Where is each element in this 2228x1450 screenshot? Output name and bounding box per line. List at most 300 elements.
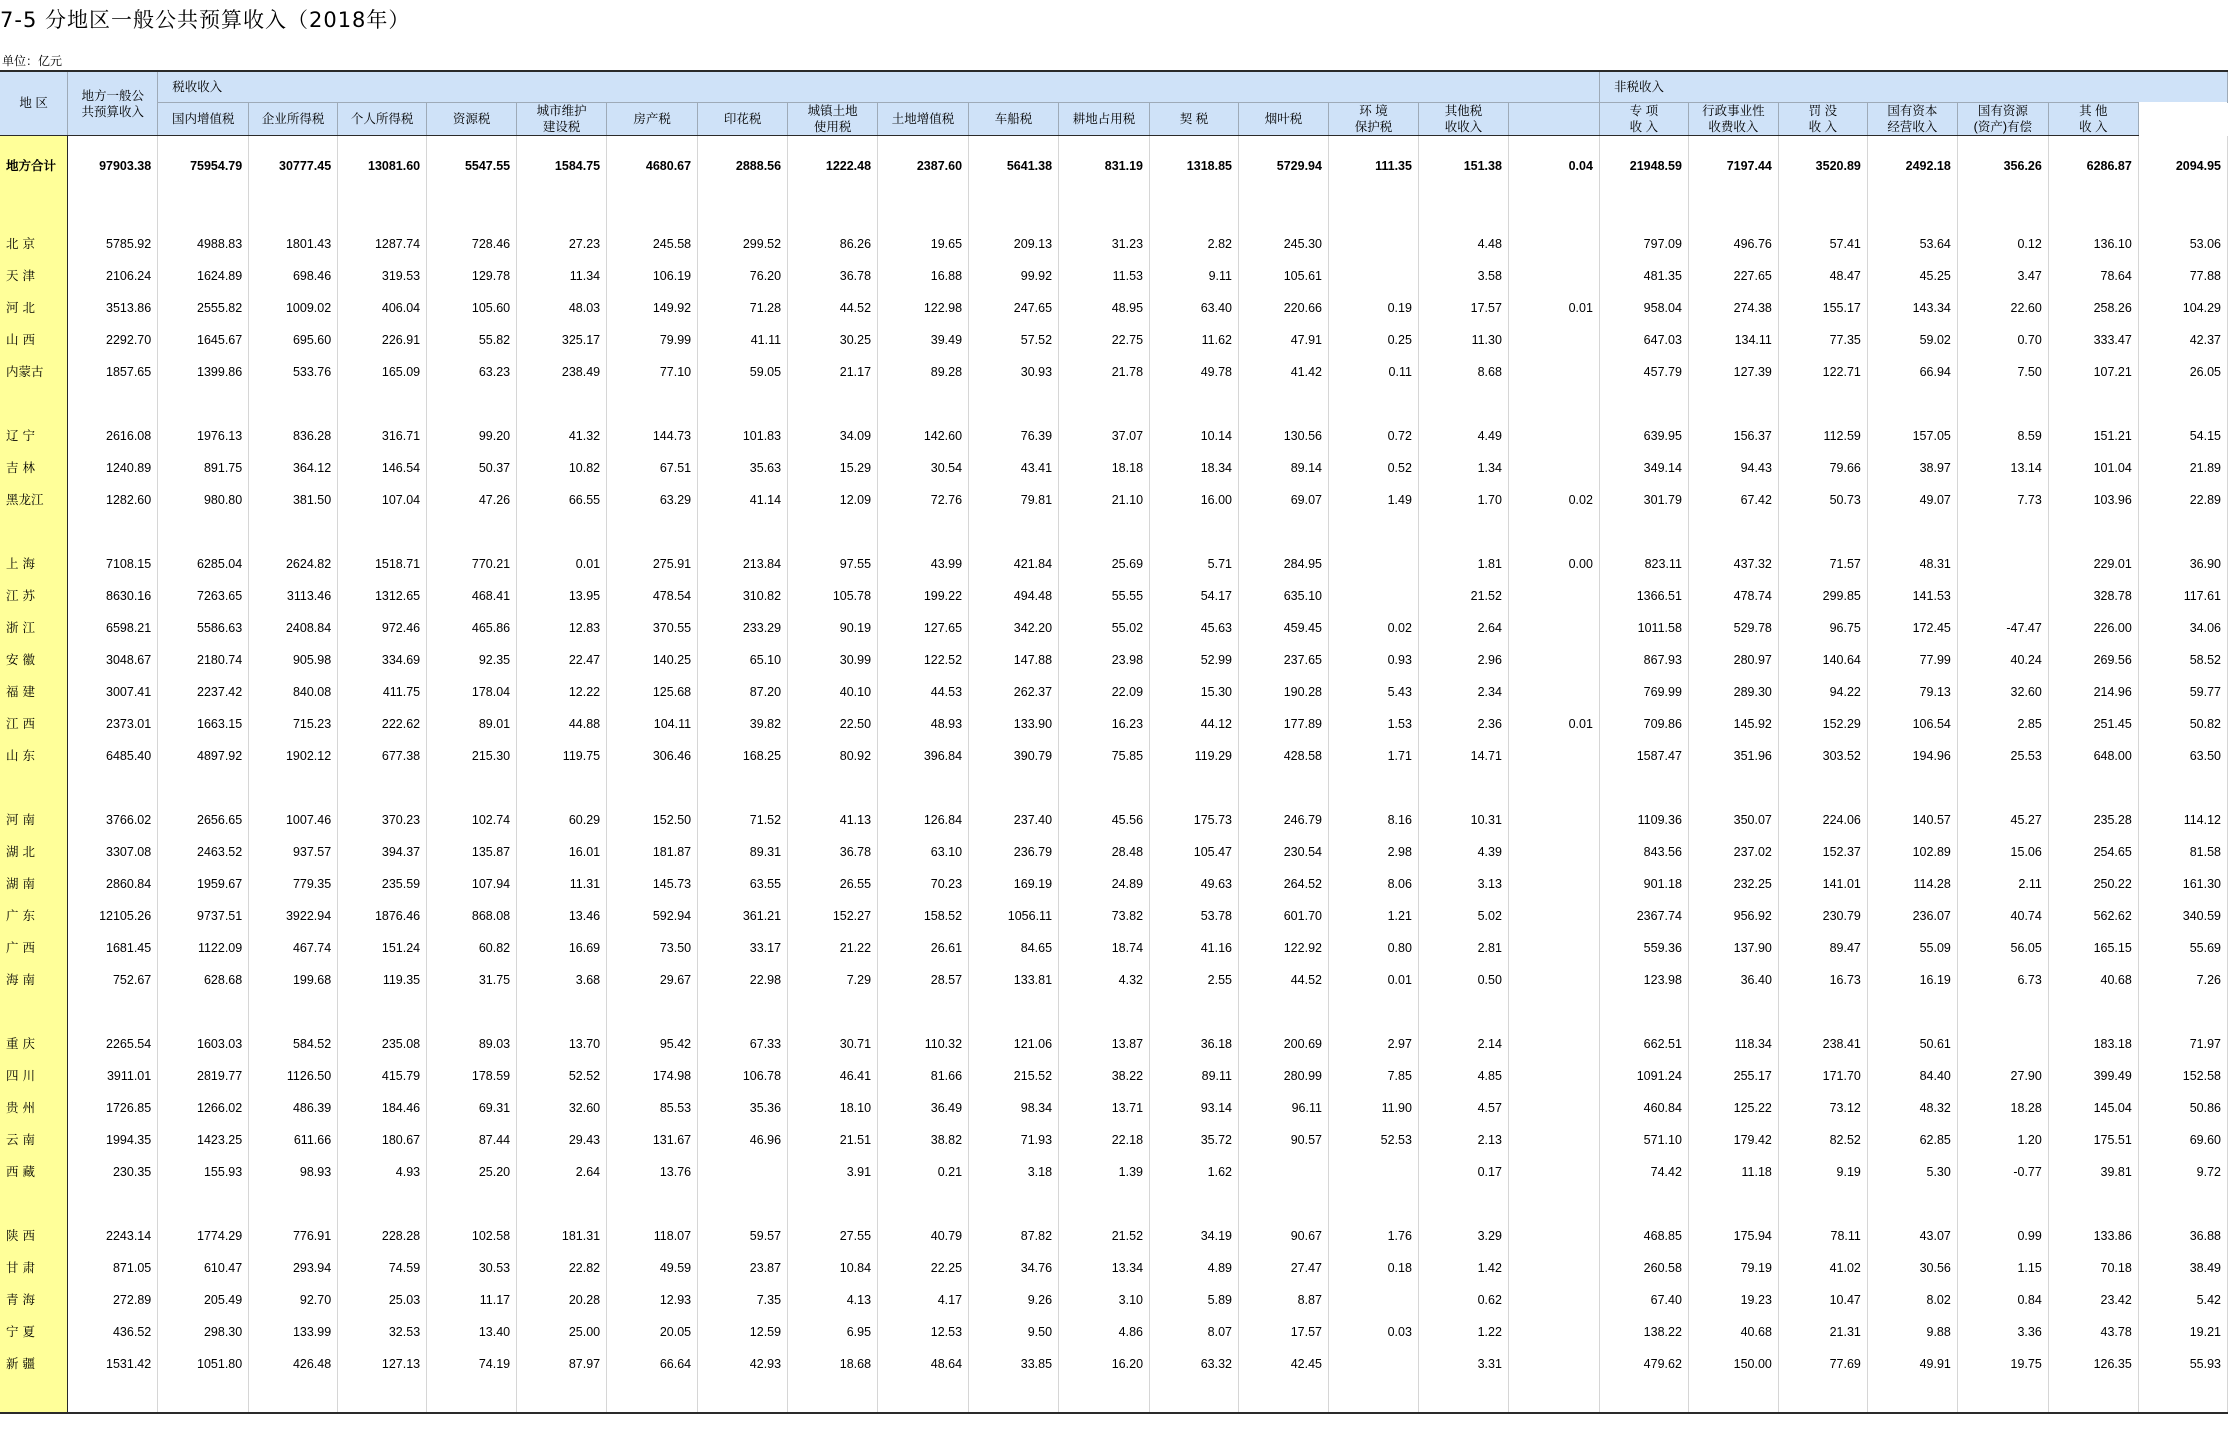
value-cell: 13.34 bbox=[1059, 1252, 1150, 1284]
value-cell: 215.52 bbox=[969, 1060, 1059, 1092]
value-cell: 7.50 bbox=[1957, 356, 2048, 388]
region-cell: 黑龙江 bbox=[0, 484, 68, 516]
value-cell: 71.28 bbox=[698, 292, 788, 324]
value-cell: 60.82 bbox=[427, 932, 517, 964]
value-cell bbox=[2138, 772, 2227, 804]
value-cell: 1266.02 bbox=[158, 1092, 249, 1124]
value-cell bbox=[1688, 388, 1778, 420]
value-cell: 30.25 bbox=[788, 324, 878, 356]
value-cell: 140.25 bbox=[607, 644, 698, 676]
value-cell: 54.15 bbox=[2138, 420, 2227, 452]
value-cell: 26.55 bbox=[788, 868, 878, 900]
value-cell: 45.56 bbox=[1059, 804, 1150, 836]
value-cell: 50.37 bbox=[427, 452, 517, 484]
region-cell: 上 海 bbox=[0, 548, 68, 580]
value-cell: 137.90 bbox=[1688, 932, 1778, 964]
value-cell: 5.71 bbox=[1150, 548, 1239, 580]
value-cell: 1.81 bbox=[1418, 548, 1508, 580]
value-cell: 49.07 bbox=[1867, 484, 1957, 516]
value-cell: 55.02 bbox=[1059, 612, 1150, 644]
value-cell: 254.65 bbox=[2048, 836, 2138, 868]
value-cell: 250.22 bbox=[2048, 868, 2138, 900]
value-cell: 79.66 bbox=[1778, 452, 1867, 484]
value-cell: 131.67 bbox=[607, 1124, 698, 1156]
value-cell: 843.56 bbox=[1599, 836, 1688, 868]
value-cell: 12105.26 bbox=[68, 900, 158, 932]
value-cell: 319.53 bbox=[338, 260, 427, 292]
value-cell: 298.30 bbox=[158, 1316, 249, 1348]
value-cell: 50.82 bbox=[2138, 708, 2227, 740]
value-cell: 38.82 bbox=[878, 1124, 969, 1156]
value-cell: 3.58 bbox=[1418, 260, 1508, 292]
value-cell: 84.40 bbox=[1867, 1060, 1957, 1092]
table-row bbox=[0, 452, 2228, 484]
value-cell: 11.53 bbox=[1059, 260, 1150, 292]
value-cell: 32.53 bbox=[338, 1316, 427, 1348]
value-cell: 2.64 bbox=[1418, 612, 1508, 644]
value-cell: 24.89 bbox=[1059, 868, 1150, 900]
value-cell: 30.71 bbox=[788, 1028, 878, 1060]
value-cell bbox=[698, 996, 788, 1028]
value-cell: 411.75 bbox=[338, 676, 427, 708]
col-stamp: 印花税 bbox=[698, 103, 788, 136]
value-cell: 1.21 bbox=[1328, 900, 1418, 932]
region-cell: 新 疆 bbox=[0, 1348, 68, 1380]
value-cell: 25.03 bbox=[338, 1284, 427, 1316]
value-cell: 56.05 bbox=[1957, 932, 2048, 964]
value-cell bbox=[1957, 388, 2048, 420]
value-cell: 220.66 bbox=[1238, 292, 1328, 324]
value-cell bbox=[249, 996, 338, 1028]
value-cell bbox=[249, 196, 338, 228]
value-cell: 87.20 bbox=[698, 676, 788, 708]
value-cell: 11.17 bbox=[427, 1284, 517, 1316]
col-region bbox=[0, 71, 68, 136]
value-cell: 67.42 bbox=[1688, 484, 1778, 516]
value-cell bbox=[969, 996, 1059, 1028]
col-vessel: 车船税 bbox=[969, 103, 1059, 136]
value-cell: 251.45 bbox=[2048, 708, 2138, 740]
value-cell: 36.78 bbox=[788, 836, 878, 868]
table-row bbox=[0, 676, 2228, 708]
value-cell: 15.06 bbox=[1957, 836, 2048, 868]
value-cell: 0.01 bbox=[1508, 292, 1599, 324]
value-cell: 8.68 bbox=[1418, 356, 1508, 388]
value-cell: 178.04 bbox=[427, 676, 517, 708]
value-cell: 4.49 bbox=[1418, 420, 1508, 452]
value-cell bbox=[1508, 1092, 1599, 1124]
value-cell: 30777.45 bbox=[249, 136, 338, 197]
value-cell: 16.00 bbox=[1150, 484, 1239, 516]
value-cell: 94.22 bbox=[1778, 676, 1867, 708]
value-cell: 55.55 bbox=[1059, 580, 1150, 612]
value-cell: 10.31 bbox=[1418, 804, 1508, 836]
value-cell: 77.69 bbox=[1778, 1348, 1867, 1380]
col-deed: 契 税 bbox=[1150, 103, 1239, 136]
value-cell: 19.75 bbox=[1957, 1348, 2048, 1380]
value-cell: 226.00 bbox=[2048, 612, 2138, 644]
value-cell: 69.07 bbox=[1238, 484, 1328, 516]
region-cell bbox=[0, 772, 68, 804]
region-cell: 重 庆 bbox=[0, 1028, 68, 1060]
value-cell: 1009.02 bbox=[249, 292, 338, 324]
value-cell: 105.61 bbox=[1238, 260, 1328, 292]
value-cell: 19.65 bbox=[878, 228, 969, 260]
value-cell: 0.18 bbox=[1328, 1252, 1418, 1284]
value-cell bbox=[1508, 196, 1599, 228]
value-cell: 22.89 bbox=[2138, 484, 2227, 516]
value-cell: 610.47 bbox=[158, 1252, 249, 1284]
value-cell bbox=[158, 388, 249, 420]
value-cell bbox=[1238, 772, 1328, 804]
value-cell bbox=[1508, 996, 1599, 1028]
value-cell: 571.10 bbox=[1599, 1124, 1688, 1156]
value-cell: 1007.46 bbox=[249, 804, 338, 836]
value-cell bbox=[427, 1188, 517, 1220]
value-cell: 58.52 bbox=[2138, 644, 2227, 676]
value-cell: 48.31 bbox=[1867, 548, 1957, 580]
table-row bbox=[0, 804, 2228, 836]
value-cell: 937.57 bbox=[249, 836, 338, 868]
region-cell: 天 津 bbox=[0, 260, 68, 292]
region-cell: 甘 肃 bbox=[0, 1252, 68, 1284]
value-cell: 177.89 bbox=[1238, 708, 1328, 740]
value-cell: 114.28 bbox=[1867, 868, 1957, 900]
value-cell: 71.57 bbox=[1778, 548, 1867, 580]
value-cell: 13.71 bbox=[1059, 1092, 1150, 1124]
value-cell bbox=[1328, 260, 1418, 292]
value-cell: 106.19 bbox=[607, 260, 698, 292]
value-cell bbox=[2138, 1188, 2227, 1220]
value-cell: 147.88 bbox=[969, 644, 1059, 676]
value-cell bbox=[1508, 1284, 1599, 1316]
value-cell: 13.14 bbox=[1957, 452, 2048, 484]
value-cell bbox=[1508, 964, 1599, 996]
value-cell: 4.13 bbox=[788, 1284, 878, 1316]
value-cell bbox=[607, 1188, 698, 1220]
value-cell bbox=[517, 1188, 607, 1220]
value-cell: 3520.89 bbox=[1778, 136, 1867, 197]
value-cell: 264.52 bbox=[1238, 868, 1328, 900]
value-cell: 106.78 bbox=[698, 1060, 788, 1092]
value-cell: 2387.60 bbox=[878, 136, 969, 197]
col-admin: 行政事业性 收费收入 bbox=[1688, 103, 1778, 136]
value-cell: 0.62 bbox=[1418, 1284, 1508, 1316]
value-cell: 0.21 bbox=[878, 1156, 969, 1188]
value-cell: 21948.59 bbox=[1599, 136, 1688, 197]
value-cell: 43.07 bbox=[1867, 1220, 1957, 1252]
value-cell bbox=[2048, 772, 2138, 804]
value-cell bbox=[427, 1380, 517, 1413]
value-cell: 200.69 bbox=[1238, 1028, 1328, 1060]
value-cell: 52.99 bbox=[1150, 644, 1239, 676]
value-cell: 1282.60 bbox=[68, 484, 158, 516]
value-cell: 40.74 bbox=[1957, 900, 2048, 932]
value-cell bbox=[1957, 548, 2048, 580]
value-cell: 79.19 bbox=[1688, 1252, 1778, 1284]
value-cell: 77.35 bbox=[1778, 324, 1867, 356]
col-corp: 企业所得税 bbox=[249, 103, 338, 136]
table-row bbox=[0, 836, 2228, 868]
col-total bbox=[68, 71, 158, 136]
value-cell: 62.85 bbox=[1867, 1124, 1957, 1156]
value-cell: 158.52 bbox=[878, 900, 969, 932]
value-cell: 181.31 bbox=[517, 1220, 607, 1252]
value-cell: 37.07 bbox=[1059, 420, 1150, 452]
value-cell: 698.46 bbox=[249, 260, 338, 292]
value-cell: 465.86 bbox=[427, 612, 517, 644]
region-cell: 贵 州 bbox=[0, 1092, 68, 1124]
value-cell: 171.70 bbox=[1778, 1060, 1867, 1092]
value-cell: 478.54 bbox=[607, 580, 698, 612]
value-cell: 145.04 bbox=[2048, 1092, 2138, 1124]
value-cell: 17.57 bbox=[1238, 1316, 1328, 1348]
value-cell: 90.67 bbox=[1238, 1220, 1328, 1252]
value-cell: 43.41 bbox=[969, 452, 1059, 484]
value-cell: 122.92 bbox=[1238, 932, 1328, 964]
value-cell bbox=[607, 388, 698, 420]
value-cell: 50.61 bbox=[1867, 1028, 1957, 1060]
value-cell: 169.19 bbox=[969, 868, 1059, 900]
value-cell: 1.53 bbox=[1328, 708, 1418, 740]
value-cell: 48.95 bbox=[1059, 292, 1150, 324]
value-cell bbox=[1867, 516, 1957, 548]
value-cell bbox=[1508, 1252, 1599, 1284]
value-cell: 107.94 bbox=[427, 868, 517, 900]
value-cell: 126.35 bbox=[2048, 1348, 2138, 1380]
value-cell: 230.79 bbox=[1778, 900, 1867, 932]
value-cell: 67.40 bbox=[1599, 1284, 1688, 1316]
region-cell: 地方合计 bbox=[0, 136, 68, 197]
col-stateres: 国有资源 (资产)有偿 bbox=[1957, 103, 2048, 136]
value-cell: 7.73 bbox=[1957, 484, 2048, 516]
value-cell: 2106.24 bbox=[68, 260, 158, 292]
region-cell bbox=[0, 996, 68, 1028]
value-cell: 96.75 bbox=[1778, 612, 1867, 644]
value-cell: 151.24 bbox=[338, 932, 427, 964]
value-cell: 21.52 bbox=[1059, 1220, 1150, 1252]
value-cell bbox=[2138, 196, 2227, 228]
value-cell: 20.28 bbox=[517, 1284, 607, 1316]
value-cell: 1801.43 bbox=[249, 228, 338, 260]
value-cell: 50.86 bbox=[2138, 1092, 2227, 1124]
value-cell: 227.65 bbox=[1688, 260, 1778, 292]
value-cell bbox=[1508, 452, 1599, 484]
value-cell: 342.20 bbox=[969, 612, 1059, 644]
value-cell: 0.50 bbox=[1418, 964, 1508, 996]
value-cell: 41.02 bbox=[1778, 1252, 1867, 1284]
value-cell: 494.48 bbox=[969, 580, 1059, 612]
value-cell: 48.03 bbox=[517, 292, 607, 324]
col-vat: 国内增值税 bbox=[158, 103, 249, 136]
value-cell: 179.42 bbox=[1688, 1124, 1778, 1156]
value-cell: 98.93 bbox=[249, 1156, 338, 1188]
value-cell: 117.61 bbox=[2138, 580, 2227, 612]
col-house: 房产税 bbox=[607, 103, 698, 136]
value-cell bbox=[1238, 1188, 1328, 1220]
value-cell: 41.16 bbox=[1150, 932, 1239, 964]
value-cell: 7.29 bbox=[788, 964, 878, 996]
value-cell: 421.84 bbox=[969, 548, 1059, 580]
value-cell: 5.02 bbox=[1418, 900, 1508, 932]
value-cell: 284.95 bbox=[1238, 548, 1328, 580]
value-cell: 0.02 bbox=[1328, 612, 1418, 644]
value-cell: 3.36 bbox=[1957, 1316, 2048, 1348]
value-cell: 107.04 bbox=[338, 484, 427, 516]
region-cell bbox=[0, 196, 68, 228]
col-farm: 耕地占用税 bbox=[1059, 103, 1150, 136]
value-cell: 76.20 bbox=[698, 260, 788, 292]
value-cell: 1.15 bbox=[1957, 1252, 2048, 1284]
value-cell: 90.19 bbox=[788, 612, 878, 644]
value-cell: 30.56 bbox=[1867, 1252, 1957, 1284]
value-cell: 30.53 bbox=[427, 1252, 517, 1284]
value-cell bbox=[68, 1380, 158, 1413]
value-cell: 70.23 bbox=[878, 868, 969, 900]
value-cell: 238.49 bbox=[517, 356, 607, 388]
value-cell: 7197.44 bbox=[1688, 136, 1778, 197]
col-res: 资源税 bbox=[427, 103, 517, 136]
value-cell: 152.37 bbox=[1778, 836, 1867, 868]
region-cell: 海 南 bbox=[0, 964, 68, 996]
value-cell: 180.67 bbox=[338, 1124, 427, 1156]
col-pers: 个人所得税 bbox=[338, 103, 427, 136]
value-cell: 18.10 bbox=[788, 1092, 878, 1124]
value-cell bbox=[68, 516, 158, 548]
value-cell: 6.73 bbox=[1957, 964, 2048, 996]
value-cell bbox=[1778, 388, 1867, 420]
spacer-row bbox=[0, 1380, 2228, 1413]
value-cell bbox=[1508, 356, 1599, 388]
value-cell: 289.30 bbox=[1688, 676, 1778, 708]
value-cell: 40.10 bbox=[788, 676, 878, 708]
value-cell: 2888.56 bbox=[698, 136, 788, 197]
value-cell: 648.00 bbox=[2048, 740, 2138, 772]
value-cell: 151.21 bbox=[2048, 420, 2138, 452]
value-cell: 0.70 bbox=[1957, 324, 2048, 356]
value-cell bbox=[878, 772, 969, 804]
value-cell bbox=[1508, 324, 1599, 356]
value-cell: 23.98 bbox=[1059, 644, 1150, 676]
value-cell: 41.32 bbox=[517, 420, 607, 452]
table-row bbox=[0, 260, 2228, 292]
value-cell: 21.10 bbox=[1059, 484, 1150, 516]
value-cell: 10.82 bbox=[517, 452, 607, 484]
value-cell: 27.90 bbox=[1957, 1060, 2048, 1092]
value-cell: 836.28 bbox=[249, 420, 338, 452]
value-cell: 3513.86 bbox=[68, 292, 158, 324]
value-cell bbox=[969, 772, 1059, 804]
value-cell: 77.88 bbox=[2138, 260, 2227, 292]
value-cell: 1011.58 bbox=[1599, 612, 1688, 644]
value-cell bbox=[1688, 1380, 1778, 1413]
value-cell: 104.11 bbox=[607, 708, 698, 740]
value-cell: 30.54 bbox=[878, 452, 969, 484]
value-cell: 122.52 bbox=[878, 644, 969, 676]
value-cell: 89.03 bbox=[427, 1028, 517, 1060]
value-cell bbox=[878, 996, 969, 1028]
value-cell: 1240.89 bbox=[68, 452, 158, 484]
value-cell: 1663.15 bbox=[158, 708, 249, 740]
value-cell: 1603.03 bbox=[158, 1028, 249, 1060]
value-cell bbox=[2048, 996, 2138, 1028]
value-cell bbox=[1508, 1028, 1599, 1060]
value-cell bbox=[1059, 1380, 1150, 1413]
value-cell: 155.17 bbox=[1778, 292, 1867, 324]
value-cell: 299.85 bbox=[1778, 580, 1867, 612]
value-cell: 25.00 bbox=[517, 1316, 607, 1348]
value-cell: 129.78 bbox=[427, 260, 517, 292]
value-cell: 21.51 bbox=[788, 1124, 878, 1156]
value-cell: 42.37 bbox=[2138, 324, 2227, 356]
value-cell: 0.80 bbox=[1328, 932, 1418, 964]
value-cell: 5.42 bbox=[2138, 1284, 2227, 1316]
header-label: 税收收入 bbox=[172, 79, 223, 94]
value-cell: 628.68 bbox=[158, 964, 249, 996]
value-cell: 66.55 bbox=[517, 484, 607, 516]
value-cell: 2.64 bbox=[517, 1156, 607, 1188]
value-cell: 4680.67 bbox=[607, 136, 698, 197]
spacer-row bbox=[0, 996, 2228, 1028]
table-row bbox=[0, 612, 2228, 644]
value-cell: 4988.83 bbox=[158, 228, 249, 260]
value-cell: 1.76 bbox=[1328, 1220, 1418, 1252]
value-cell bbox=[788, 388, 878, 420]
value-cell bbox=[1778, 996, 1867, 1028]
value-cell: 972.46 bbox=[338, 612, 427, 644]
value-cell: 118.07 bbox=[607, 1220, 698, 1252]
value-cell bbox=[607, 996, 698, 1028]
value-cell: 97.55 bbox=[788, 548, 878, 580]
value-cell: 245.58 bbox=[607, 228, 698, 260]
value-cell bbox=[68, 196, 158, 228]
value-cell: 9.88 bbox=[1867, 1316, 1957, 1348]
value-cell: 152.50 bbox=[607, 804, 698, 836]
value-cell bbox=[1418, 1188, 1508, 1220]
value-cell bbox=[878, 196, 969, 228]
value-cell bbox=[338, 196, 427, 228]
value-cell: 228.28 bbox=[338, 1220, 427, 1252]
value-cell: 103.96 bbox=[2048, 484, 2138, 516]
spacer-row bbox=[0, 196, 2228, 228]
value-cell bbox=[1957, 196, 2048, 228]
value-cell: 715.23 bbox=[249, 708, 338, 740]
value-cell: 13.87 bbox=[1059, 1028, 1150, 1060]
value-cell bbox=[1059, 196, 1150, 228]
value-cell bbox=[1328, 196, 1418, 228]
value-cell bbox=[788, 772, 878, 804]
value-cell: 36.40 bbox=[1688, 964, 1778, 996]
col-land: 城镇土地 使用税 bbox=[788, 103, 878, 136]
value-cell: 3048.67 bbox=[68, 644, 158, 676]
table-row bbox=[0, 1316, 2228, 1348]
value-cell: 956.92 bbox=[1688, 900, 1778, 932]
region-cell: 山 西 bbox=[0, 324, 68, 356]
value-cell: 152.29 bbox=[1778, 708, 1867, 740]
value-cell bbox=[427, 516, 517, 548]
spacer-row bbox=[0, 516, 2228, 548]
value-cell bbox=[1778, 1188, 1867, 1220]
value-cell bbox=[1328, 1188, 1418, 1220]
value-cell: 40.68 bbox=[2048, 964, 2138, 996]
value-cell: 770.21 bbox=[427, 548, 517, 580]
region-cell: 江 西 bbox=[0, 708, 68, 740]
value-cell bbox=[2048, 196, 2138, 228]
value-cell: 1531.42 bbox=[68, 1348, 158, 1380]
value-cell: 9.72 bbox=[2138, 1156, 2227, 1188]
value-cell: 361.21 bbox=[698, 900, 788, 932]
value-cell: 49.91 bbox=[1867, 1348, 1957, 1380]
